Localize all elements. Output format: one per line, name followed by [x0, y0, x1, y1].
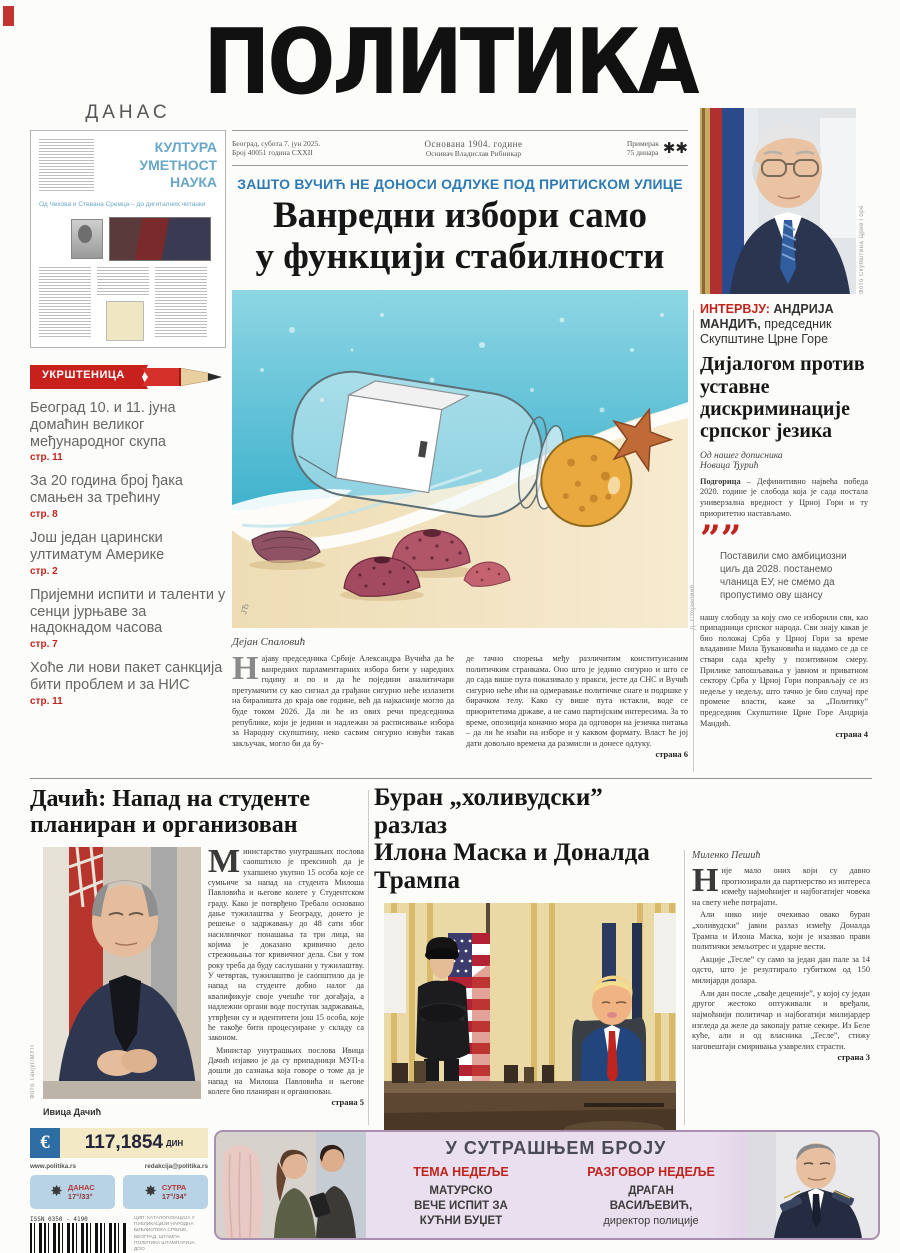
promo-title: У СУТРАШЊЕМ БРОЈУ	[445, 1138, 667, 1158]
supplement-title: КУЛТУРА УМЕТНОСТ НАУКА	[139, 139, 217, 190]
interview-page-ref: страна 4	[835, 729, 868, 740]
musk-article	[374, 784, 678, 1169]
mandic-portrait-photo	[700, 108, 856, 294]
euro-icon: €	[30, 1128, 60, 1158]
dacic-headline: Дачић: Напад на студенте планиран и организован	[30, 786, 311, 839]
dacic-photo-credit: Фото Танјуг/МУП	[30, 1044, 36, 1099]
website-link: www.politika.rs	[30, 1163, 76, 1170]
footer-info	[30, 1128, 208, 1253]
preview-column2	[97, 267, 149, 297]
musk-body-column	[692, 850, 870, 1062]
dacic-page-ref: страна 5	[331, 1097, 364, 1108]
preview-document-thumb	[106, 301, 144, 341]
dateline-bar	[232, 130, 688, 166]
dateline-center: Основана 1904. године Оснивач Владислав Рибникар	[424, 138, 523, 158]
promo-photo-officer	[746, 1132, 878, 1238]
imprint-text: ЦИП: КАТАЛОГИЗАЦИЈА У ПУБЛИКАЦИЈИ НАРОДНА БИБЛИОТЕКА СРБИЈЕ, БЕОГРАД. ШТАМПА ПОЛИТИКА ШТАМПАРИЈА ДОО	[134, 1216, 195, 1253]
musk-p3: Акције „Тесле” су само за један дан пале за 14 одсто, што је резултирало губитком од 150 милијарди долара.	[692, 954, 870, 986]
supplement-photo-thumb	[109, 217, 211, 261]
dacic-photo-caption: Ивица Дачић	[43, 1106, 102, 1117]
sidebar-brief: Још један царински ултиматум Америке	[30, 530, 165, 563]
barcode	[30, 1223, 128, 1253]
section-rule	[30, 778, 872, 779]
pull-quote-text: Поставили смо амбициозни циљ да 2028. постанемо чланица ЕУ, не смемо да пропустимо ову шансу	[720, 550, 847, 601]
portrait-face-shape	[78, 225, 92, 243]
sidebar-brief: За 20 година број ђака смањен за трећину	[30, 473, 183, 507]
musk-headline: Буран „холивудски” разлаз Илона Маска и Доналда Трампа	[374, 784, 650, 894]
sun-icon: ✸	[144, 1183, 157, 1200]
left-sidebar	[30, 102, 226, 709]
newspaper-logo: ПОЛИТИКА	[203, 10, 697, 115]
preview-column1	[39, 267, 91, 339]
preview-column3	[155, 267, 207, 339]
crossword-ribbon	[30, 364, 226, 390]
today-label: ДАНАС	[85, 102, 171, 123]
sidebar-brief: Београд 10. и 11. јуна домаћин великог међународног скупа	[30, 400, 176, 450]
column-divider	[684, 850, 685, 1125]
promo-interview-week: РАЗГОВОР НЕДЕЉЕ ДРАГАН ВАСИЉЕВИЋ, директор полиције	[587, 1165, 715, 1227]
lead-page-ref: страна 6	[655, 749, 688, 760]
dacic-photo	[43, 847, 201, 1099]
sidebar-brief-page: стр. 11	[30, 452, 63, 464]
interview-headline: Дијалогом против уставне дискриминације српског језика	[700, 353, 865, 443]
dacic-body1: Министарство унутрашњих послова саопштило је прексиноћ да је ухапшено укупно 15 особа које се сумњиче за напад на студента Милоша Павловића и његове колеге у Студентском граду. Како је потврђено Требало основано дање тужилаштва у Београду, донето је решење о задржавању до 48 сати због насилничког понашања та три лица, на којима је доказано кривично дело стрежињања тог кривичног дела. Сви у том року треба да буду саслушани у тужилаштву. У четвртак, тужилаштво је саопштило да је напад на студенте добио налог да квалификује своје учешће тог догађаја, а надлежни органи воде поступак задржавања, утврђени су и идентитети још 15 особа, које ће такође бити процесуиране у складу са законом.	[208, 842, 364, 1043]
lead-body-col2: де тачно спорења међу различитим конституисаним политичким странкама. Оно што је једино сигурно и што се до сада више пута показивало у пракси, јесте да СНС и Вучић сигурно неће ићи на одмеравање политичке снаге и подршке у бирачком телу. Како су више пута истакли, воде се приоритетима државе, а не само партијским интересима. За то време, опозиција коначно мора да одговори на језичка питања – да ли ће изаћи на изборе и у каквом формату. Власт ће јој дати довољно времена да размисли и донесе одлуку.	[466, 654, 688, 748]
email-link: redakcija@politika.rs	[144, 1163, 208, 1170]
sidebar-brief-page: стр. 7	[30, 639, 58, 651]
weather-today: ✸ ДАНАС 17°/33°	[30, 1175, 115, 1209]
promo-topic-week: ТЕМА НЕДЕЉЕ МАТУРСКО ВЕЧЕ ИСПИТ ЗА КУЋНИ БУЏЕТ	[413, 1165, 509, 1227]
quote-marks-icon: ””	[700, 518, 742, 561]
weather-widgets	[30, 1175, 208, 1209]
lead-body-col1: Најаву председника Србије Александра Вучића да ће ванредних парламентарних избора бити у наредних годину и по и да ће поједини аналитичари претумачити су као сигнал да грађани сигурно неће излазити на биралишта до краја ове године, већ да најкасније могло да буде током 2026. Да ли ће из ових речи председника републике, који је једини и надлежан за расписивање избора за Народну скупштину, неко сасвим сигурно извући такав закључак, могло би да бу-	[232, 650, 454, 748]
interview-label: ИНТЕРВЈУ: АНДРИЈА МАНДИЋ, председник Скупштине Црне Горе	[700, 302, 834, 346]
interview-byline: Од нашег дописника Новица Ђурић	[700, 450, 783, 471]
musk-p4: Али дан после „свађе деценије”, у којој су један другог жестоко оптуживали и вређали, најмоћнији политичар и најбогатији милијардер изгледа да желе да закопају ратне секире. Из Беле куће, али и од власника „Тесле”, стижу наговештаји смиривања узаврелих страсти.	[692, 988, 870, 1051]
pull-quote	[700, 518, 868, 602]
musk-p2: Али нико није очекивао овако буран „холивудски” јавни разлаз између Доналда Трампа и Илона Маска, који је изазвао прави политички земљотрес и ударне вести.	[692, 910, 870, 952]
sidebar-brief-page: стр. 2	[30, 565, 58, 577]
edition-stars-icon: ✱✱	[662, 140, 688, 157]
musk-page-ref: страна 3	[837, 1052, 870, 1063]
interview-body: нашу слободу за коју смо се изборили сви, као припадници српског народа. Сви знају какав је био положај Срба у Црној Гори за време владавине Мила Ђукановића и надамо се да се ствари сада крећу у позитивном смеру. Прилике запошљавања у јавном и приватном сектору Срба у Црној Гори поправљају се из недеље у недељу, што тачно је био случај пре промене власти, каже за „Политику” председник Скупштине Црне Горе Андрија Мандић.	[700, 612, 868, 728]
interview-lede: Подгорица – Дефинитивно највећа победа 2020. године је слобода која је сада постала универзална вредност у Црној Гори и ту приоритетно настављамо.	[700, 476, 868, 518]
svg-text:ЈЂ: ЈЂ	[239, 602, 251, 616]
tomorrow-promo-banner	[214, 1130, 880, 1240]
sidebar-brief-page: стр. 8	[30, 509, 58, 521]
euro-rate-unit: ДИН	[165, 1138, 184, 1148]
column-divider	[368, 790, 369, 1125]
lead-headline: Ванредни избори само у функцији стабилности	[255, 195, 665, 277]
exchange-rate	[30, 1128, 208, 1158]
sidebar-brief-page: стр. 11	[30, 695, 63, 707]
supplement-preview	[30, 130, 226, 348]
lead-kicker: ЗАШТО ВУЧИЋ НЕ ДОНОСИ ОДЛУКЕ ПОД ПРИТИСКОМ УЛИЦЕ	[237, 176, 683, 192]
preview-text-lines	[39, 139, 94, 191]
dateline-right: Примерак 75 динара ✱✱	[626, 139, 688, 157]
editorial-cartoon	[232, 290, 688, 628]
portrait-photo-credit: Фото Скупштина Црне Горе	[859, 205, 865, 294]
sidebar-brief: Хоће ли нови пакет санкција бити проблем и за НИС	[30, 660, 223, 693]
promo-content	[366, 1132, 746, 1238]
interview-column	[700, 108, 868, 739]
dateline-left: Београд, субота 7. јун 2025. Број 40051 година CXXII	[232, 139, 321, 157]
sun-icon: ✸	[50, 1183, 63, 1200]
euro-rate-value: 117,1854	[84, 1132, 163, 1153]
dacic-body2: Министар унутрашњих послова Ивица Дачић изјавио је да су припадници МУП-а дошли до сазнања која говоре о томе да је напад на Милоша Павловића и његове колеге био планиран и организован.	[208, 1045, 364, 1097]
promo-photo-shopping	[216, 1132, 366, 1238]
musk-p1: Није мало оних који су давно прогнозирали да партнерство из интереса између најмоћнијег и најбогатијег човека на свету неће потрајати.	[692, 862, 870, 907]
dacic-article	[30, 786, 364, 1117]
lead-article-body	[232, 650, 688, 760]
weather-tomorrow: ✸ СУТРА 17°/34°	[123, 1175, 208, 1209]
column-divider	[693, 310, 694, 772]
issn-number: ISSN 0350 - 4190	[30, 1216, 88, 1223]
sidebar-brief: Пријемни испити и таленти у сенци јурњаве за надокнадом часова	[30, 586, 226, 637]
lead-byline: Дејан Спаловић	[232, 636, 306, 648]
musk-byline: Миленко Пешић	[692, 850, 761, 861]
crossword-label: УКРШТЕНИЦА	[42, 369, 125, 381]
supplement-subtitle: Од Чехова и Стевана Сремца – до дигиталних читанки	[39, 201, 206, 208]
